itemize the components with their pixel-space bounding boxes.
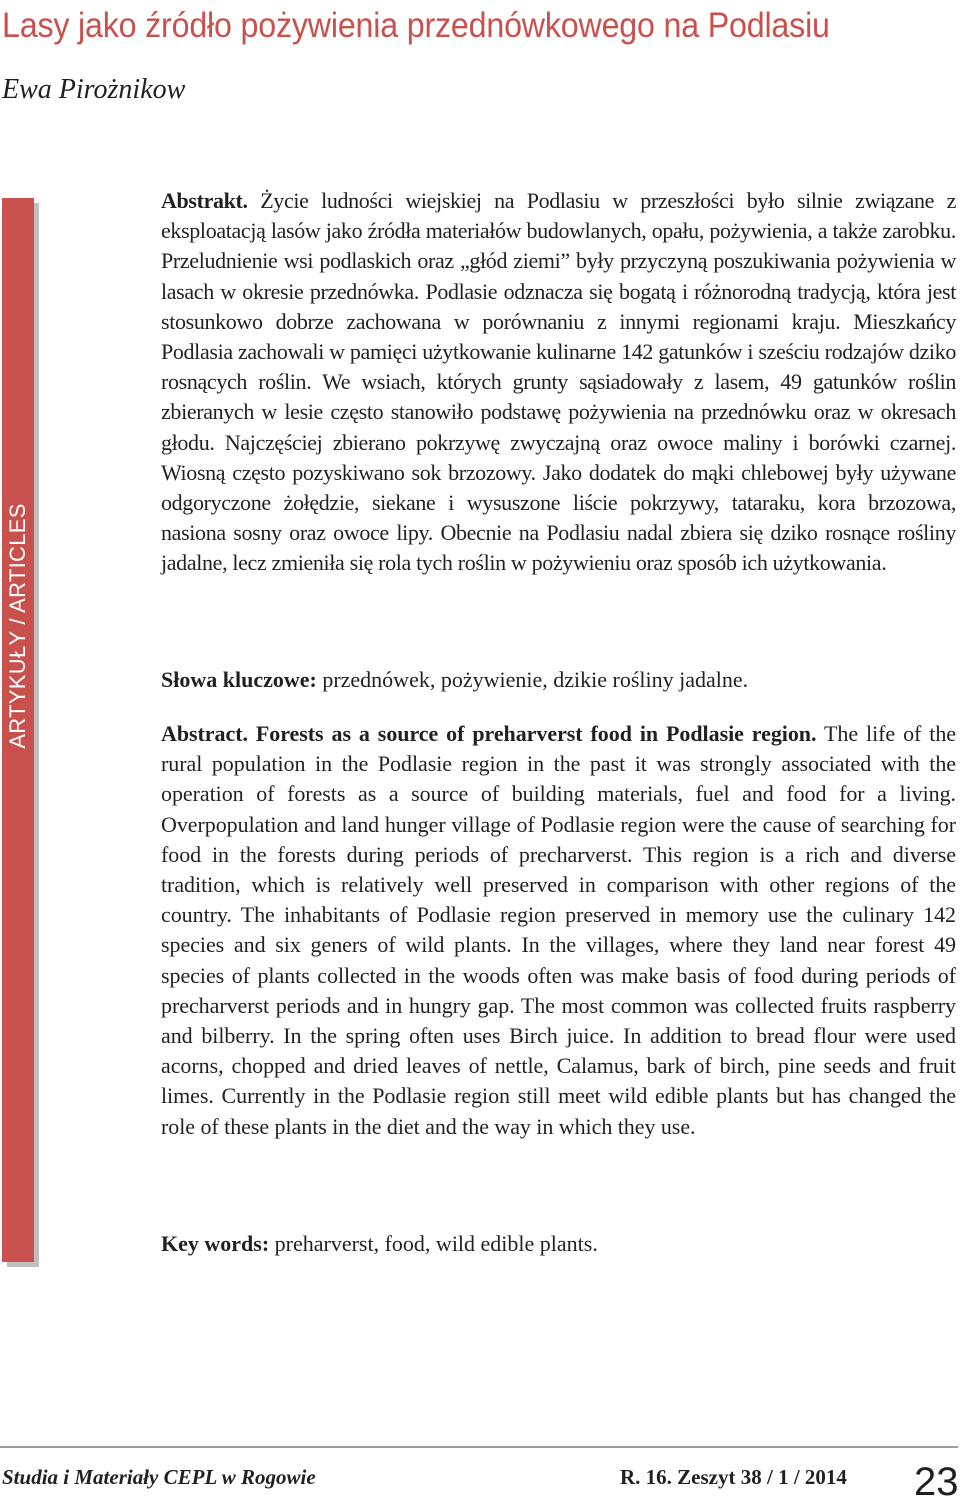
- section-side-tab-label: ARTYKUŁY / ARTICLES: [5, 503, 30, 749]
- keywords-polish-text: przednówek, pożywienie, dzikie rośliny jadalne.: [322, 667, 749, 692]
- keywords-english-label: Key words:: [161, 1231, 270, 1256]
- footer-issue-info: R. 16. Zeszyt 38 / 1 / 2014: [620, 1465, 847, 1489]
- keywords-english: [161, 1229, 956, 1259]
- article-title: Lasy jako źródło pożywienia przednówkowego na Podlasiu: [2, 6, 830, 45]
- abstract-polish: [161, 186, 956, 579]
- footer-divider: [0, 1446, 958, 1448]
- author-name: Ewa Pirożnikow: [2, 74, 186, 105]
- page-number: 23: [914, 1460, 959, 1504]
- keywords-polish: [161, 665, 956, 695]
- keywords-english-text: preharverst, food, wild edible plants.: [274, 1231, 598, 1256]
- abstract-polish-label: Abstrakt.: [161, 188, 248, 213]
- abstract-english-text: The life of the rural population in the Podlasie region in the past it was strongly associated with the operation of forests as a source of building materials, fuel and food for a living. Overpopulation and land hunger village of Podlasie region were the cause of searching for food in the forests during periods of precharverst. This region is a rich and diverse tradition, which is relatively well preserved in comparison with other regions of the country. The inhabitants of Podlasie region preserved in memory use the culinary 142 species and six geners of wild plants. In the villages, where they land near forest 49 species of plants collected in the woods often was make basis of food during periods of precharverst periods and in hungry gap. The most common was collected fruits raspberry and bilberry. In the spring often uses Birch juice. In addition to bread flour were used acorns, chopped and dried leaves of nettle, Calamus, bark of birch, pine seeds and fruit limes. Currently in the Podlasie region still meet wild edible plants but has changed the role of these plants in the diet and the way in which they use.: [161, 721, 956, 1139]
- abstract-english-label: Abstract. Forests as a source of preharverst food in Podlasie region.: [161, 721, 817, 746]
- abstract-polish-text: Życie ludności wiejskiej na Podlasiu w przeszłości było silnie związane z eksploatacją lasów jako źródła materiałów budowlanych, opału, pożywienia, a także zarobku. Przeludnienie wsi podlaskich oraz „głód ziemi” były przyczyną poszukiwania pożywienia w lasach w okresie przednówka. Podlasie odznacza się bogatą i różnorodną tradycją, która jest stosunkowo dobrze zachowana w porównaniu z innymi regionami kraju. Mieszkańcy Podlasia zachowali w pamięci użytkowanie kulinarne 142 gatunków i sześciu rodzajów dziko rosnących roślin. We wsiach, których grunty sąsiadowały z lasem, 49 gatunków roślin zbieranych w lesie często stanowiło podstawę pożywienia na przednówku oraz w okresach głodu. Najczęściej zbierano pokrzywę zwyczajną oraz owoce maliny i borówki czarnej. Wiosną często pozyskiwano sok brzozowy. Jako dodatek do mąki chlebowej były używane odgoryczone żołędzie, siekane i wysuszone liście pokrzywy, tataraku, kora brzozowa, nasiona sosny oraz owoce lipy. Obecnie na Podlasiu nadal zbiera się dziko rosnące rośliny jadalne, lecz zmieniła się rola tych roślin w pożywieniu oraz sposób ich użytkowania.: [161, 188, 956, 576]
- footer-journal-name: Studia i Materiały CEPL w Rogowie: [2, 1465, 316, 1489]
- keywords-polish-label: Słowa kluczowe:: [161, 667, 317, 692]
- section-side-tab: [2, 198, 34, 1262]
- abstract-english: [161, 719, 956, 1142]
